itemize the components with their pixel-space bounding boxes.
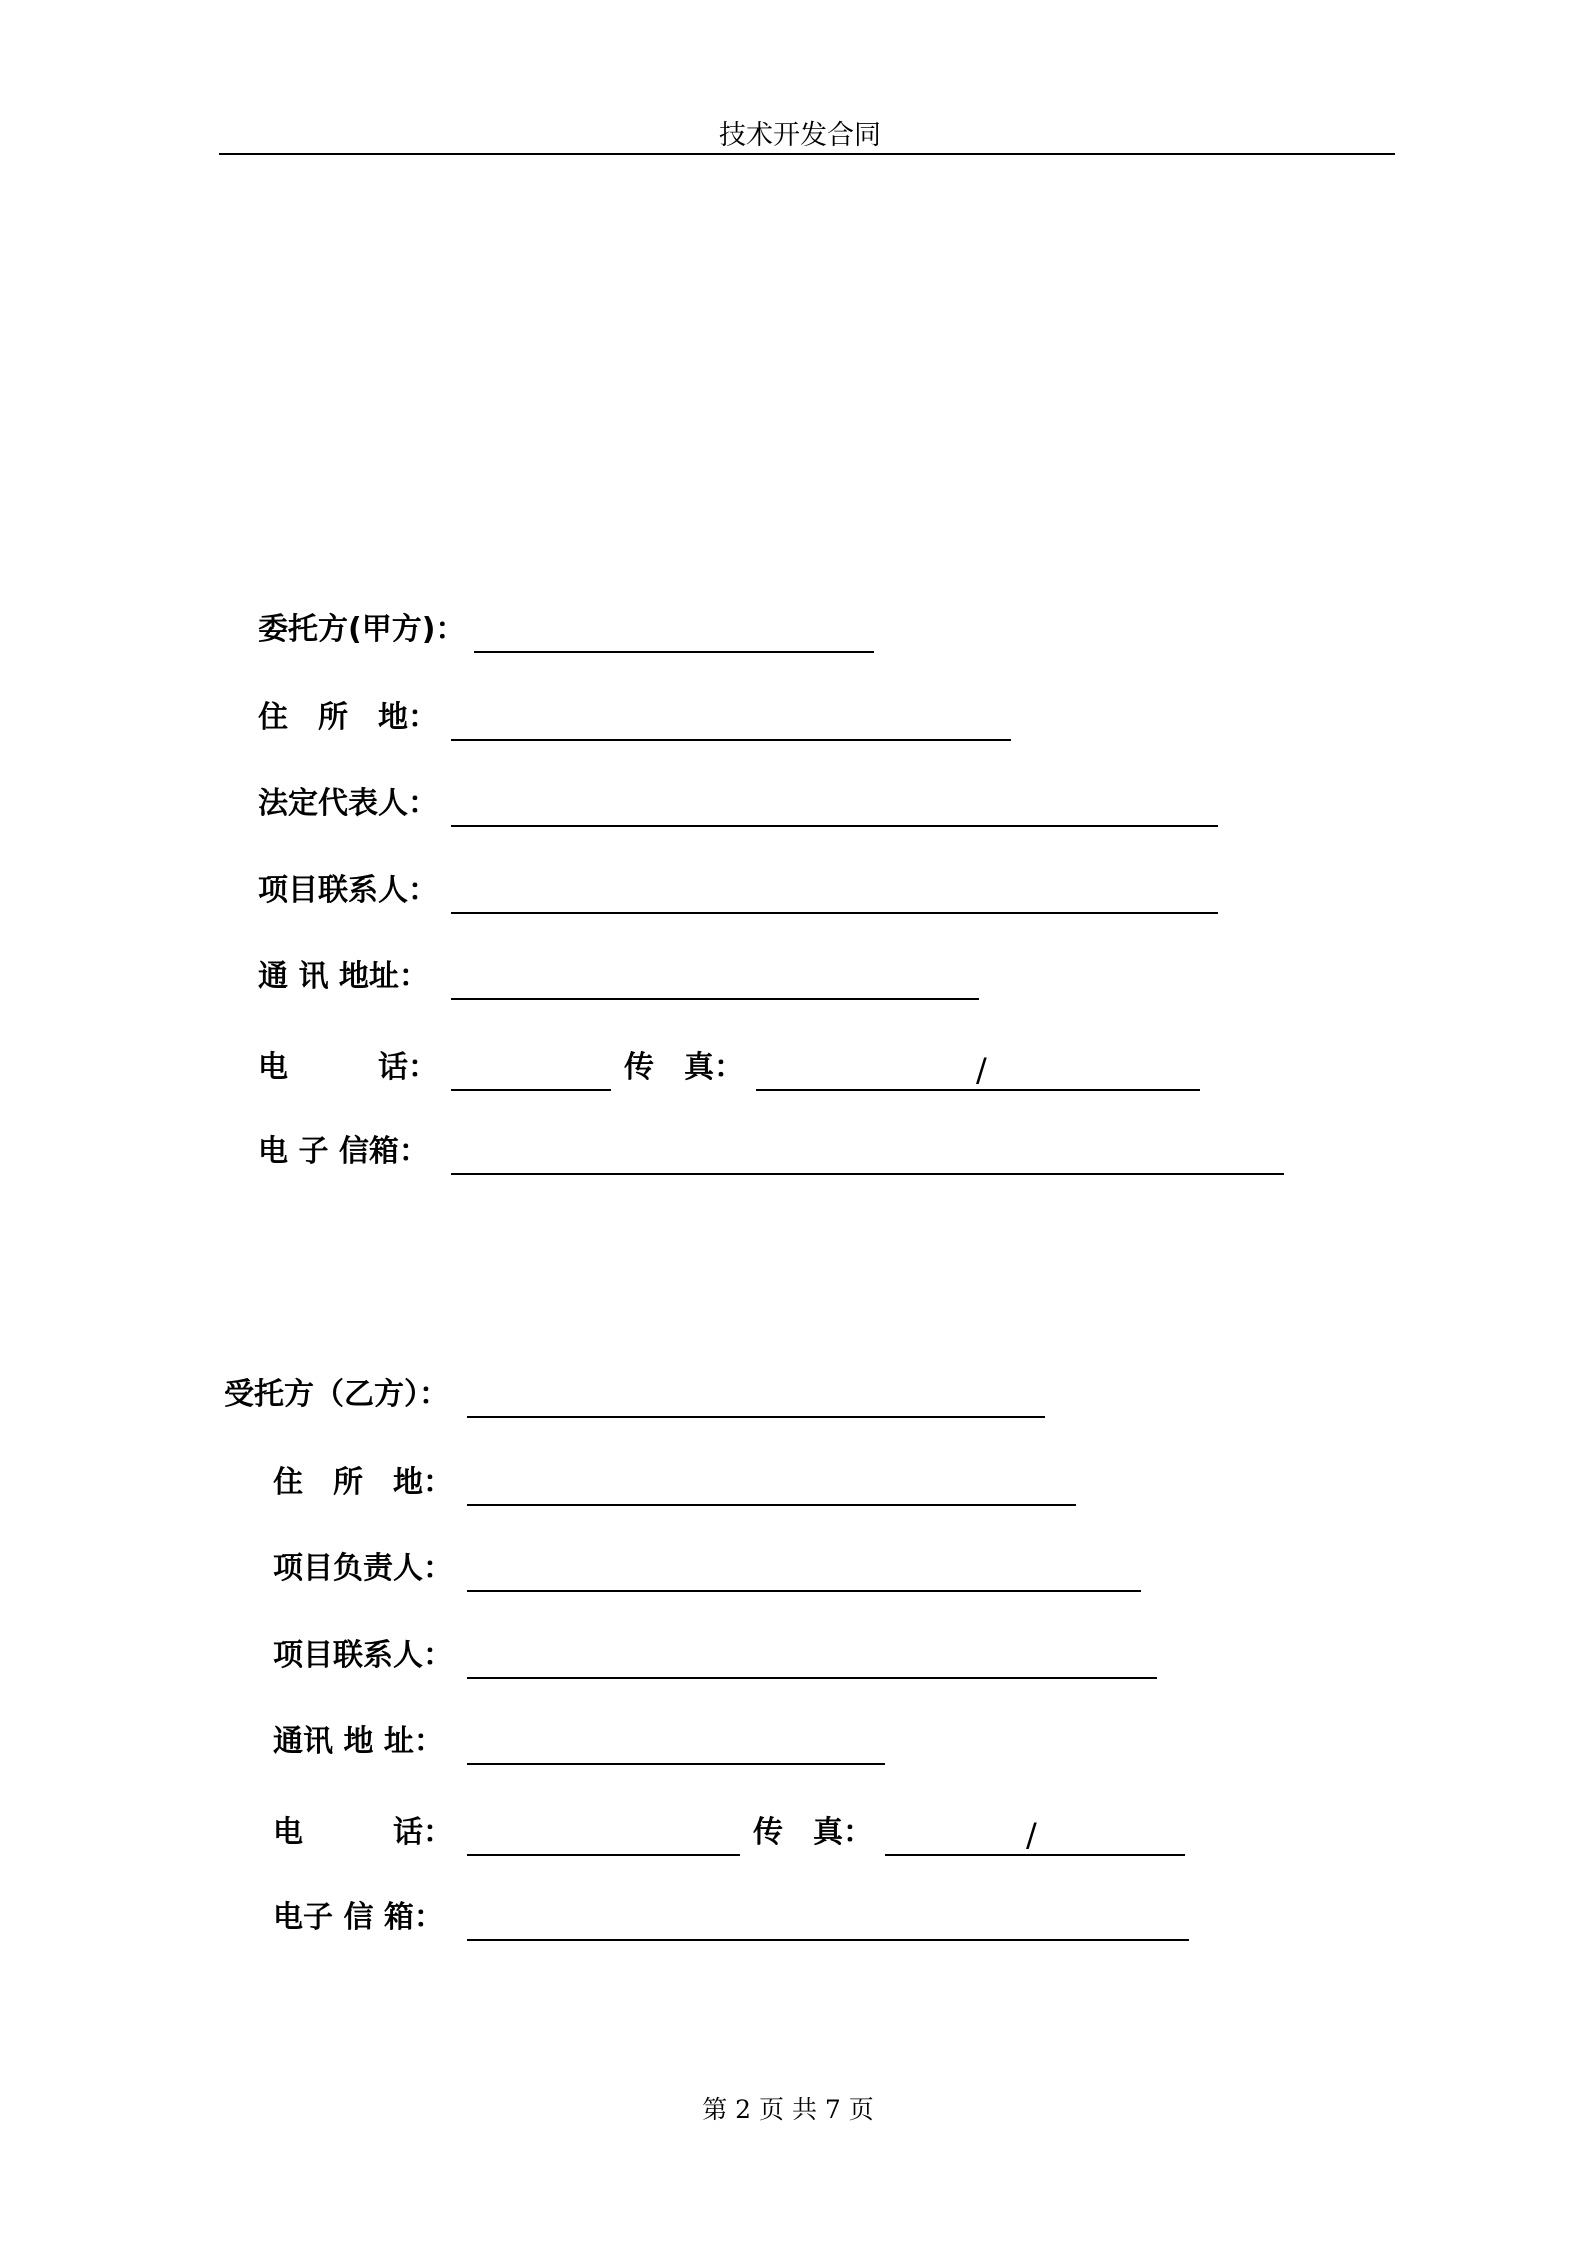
party-a-domicile-label: 住 所 地： — [258, 700, 438, 735]
party-a-client-label: 委托方(甲方)： — [258, 612, 466, 647]
party-b-phone-field[interactable] — [467, 1854, 740, 1856]
document-header-title: 技术开发合同 — [719, 120, 881, 151]
party-a-phone-label: 电 话： — [258, 1050, 438, 1085]
party-a-domicile-field[interactable] — [451, 739, 1011, 741]
party-a-fax-label: 传 真： — [624, 1050, 744, 1085]
party-a-project-contact-field[interactable] — [451, 912, 1218, 914]
party-a-mailing-address-field[interactable] — [451, 998, 979, 1000]
party-b-trustee-field[interactable] — [467, 1416, 1045, 1418]
party-a-fax-field[interactable] — [756, 1089, 1200, 1091]
party-a-email-label: 电 子 信箱： — [258, 1134, 429, 1169]
party-b-fax-label: 传 真： — [753, 1815, 873, 1850]
party-b-fax-separator: / — [1026, 1816, 1037, 1854]
party-b-phone-label: 电 话： — [273, 1815, 453, 1850]
party-a-client-field[interactable] — [474, 651, 874, 653]
header-divider — [219, 153, 1395, 155]
party-a-project-contact-label: 项目联系人： — [258, 873, 438, 908]
party-a-legal-rep-label: 法定代表人： — [258, 786, 438, 821]
party-b-project-contact-label: 项目联系人： — [273, 1638, 453, 1673]
party-b-project-lead-field[interactable] — [467, 1590, 1141, 1592]
party-b-domicile-label: 住 所 地： — [273, 1465, 453, 1500]
party-b-fax-field[interactable] — [885, 1854, 1185, 1856]
party-b-domicile-field[interactable] — [467, 1504, 1076, 1506]
party-a-mailing-address-label: 通 讯 地址： — [258, 959, 429, 994]
party-b-mailing-address-field[interactable] — [467, 1763, 885, 1765]
party-b-email-label: 电子 信 箱： — [273, 1900, 444, 1935]
party-b-mailing-address-label: 通讯 地 址： — [273, 1724, 444, 1759]
party-b-email-field[interactable] — [467, 1939, 1189, 1941]
page-number-footer: 第 2 页 共 7 页 — [702, 2095, 874, 2124]
party-a-phone-field[interactable] — [451, 1089, 611, 1091]
party-b-trustee-label: 受托方（乙方）： — [224, 1377, 449, 1412]
party-a-email-field[interactable] — [451, 1173, 1284, 1175]
party-a-fax-separator: / — [976, 1051, 987, 1089]
party-a-legal-rep-field[interactable] — [451, 825, 1218, 827]
party-b-project-contact-field[interactable] — [467, 1677, 1157, 1679]
party-b-project-lead-label: 项目负责人： — [273, 1551, 453, 1586]
